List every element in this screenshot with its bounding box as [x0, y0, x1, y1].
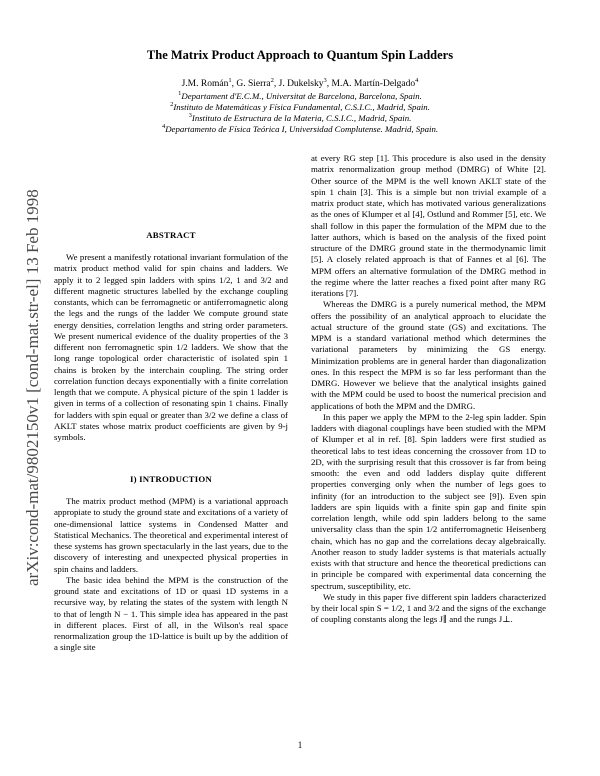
author-list: J.M. Román$^1$, G. Sierra$^2$, J. Dukelsky$^3$, M.A. Martín-Delgado$^4$ — [181, 77, 419, 90]
author-name: M.A. Martín-Delgado — [331, 79, 416, 90]
author-sup: 4 — [415, 77, 419, 84]
abstract-paragraph: We present a manifestly rotational invariant formulation of the matrix product method valid for spin chains and ladders. We apply it to 2 legged spin ladders with spins 1/2, 1 and 3/2 and different magnetic structures labelled by the exchange coupling constants, which can be ferromagnetic or antiferromagnetic along the legs and the rungs of the ladder We compute ground state energy densities, correlation lengths and string order parameters. We present numerical evidence of the duality properties of the 3 different non ferromagnetic spin 1/2 ladders. We show that the long range topological order characteristic of isolated spin 1 chains is broken by the interchain coupling. The string order correlation function decays exponentially with a finite correlation length that we compute. A physical picture of the spin 1 ladder is given in terms of a collection of resonating spin 1 chains. Finally for ladders with spin equal or greater than 3/2 we define a class of AKLT states whose matrix product coefficients are given by 9-j symbols. — [54, 252, 288, 442]
author-name: G. Sierra — [236, 79, 271, 90]
body-paragraph: In this paper we apply the MPM to the 2-leg spin ladder. Spin ladders with diagonal couplings have been studied with the MPM of Klumper et al in ref. [8]. Spin ladders were first studied as theoretical labs to test ideas concerning the crossover from 1D to 2D, with the surprising result that this crossover is far from being smooth: the even and odd ladders display quite different properties converging only when the number of legs goes to infinity (for an introduction to the subject see [9]). Even spin ladders are spin liquids with a finite spin gap and finite spin correlation length, while odd spin ladders belong to the same universality class than the spin 1/2 antiferromagnetic Heisenberg chain, which has no gap and the correlations decay algebraically. Another reason to study ladder systems is that materials actually exists with that structure and hence the theoretical predictions can in principle be compared with experimental data concerning the spectrum, susceptibility, etc. — [311, 411, 546, 591]
author-sup: 1 — [228, 77, 232, 84]
author-name: J.M. Román — [181, 79, 229, 90]
affiliation-text: Instituto de Matemáticas y Física Fundamental, C.S.I.C., Madrid, Spain. — [173, 101, 430, 112]
body-paragraph: The basic idea behind the MPM is the construction of the ground state and excitations of 1D or quasi 1D systems in a recursive way, by relating the states of the system with length N to that of length N − 1. This simple idea has appeared in the past in different places. First of all, in the Wilson's real space renormalization group the 1D-lattice is built up by the addition of a single site — [54, 574, 288, 653]
affiliation-sup: 3 — [188, 112, 192, 119]
body-paragraph: The matrix product method (MPM) is a variational approach appropiate to study the ground state and excitations of a variety of one-dimensional lattice systems in Condensed Matter and Statistical Mechanics. The theoretical and experimental interest of these systems has grown spectacularly in the last years, due to the discovery of interesting and unexpected physical properties in spin chains and ladders. — [54, 496, 288, 574]
affiliation-text: Instituto de Estructura de la Materia, C.S.I.C., Madrid, Spain. — [191, 112, 412, 123]
affiliation-sup: 4 — [161, 123, 166, 130]
introduction-heading: I) INTRODUCTION — [130, 474, 212, 484]
right-column-body — [311, 153, 546, 626]
affiliation-line — [0, 121, 600, 135]
author-sup: 3 — [323, 77, 327, 84]
affiliation-sup: 1 — [178, 90, 182, 97]
body-paragraph: Whereas the DMRG is a purely numerical method, the MPM offers the possibility of an analytical approach to elucidate the actual structure of the ground state (GS) and excitations. The MPM is a standard variational method which determines the variational parameters by minimizing the GS energy. Minimization problems are in general harder than diagonalization ones. In this respect the MPM is so far less performant than the DMRG. However we believe that the analytical insights gained with the MPM could be used to boost the numerical precision and applications of both the MPM and the DMRG. — [311, 299, 546, 411]
affiliation-text: Departament d'E.C.M., Universitat de Barcelona, Barcelona, Spain. — [181, 90, 422, 101]
abstract-heading: ABSTRACT — [146, 230, 196, 240]
affiliation-sup: 2 — [170, 101, 174, 108]
abstract-body — [54, 252, 288, 443]
author-sup: 2 — [270, 77, 274, 84]
introduction-body — [54, 496, 288, 654]
arxiv-identifier[interactable]: arXiv:cond-mat/9802150v1 [cond-mat.str-el] 13 Feb 1998 — [23, 189, 42, 586]
body-paragraph: at every RG step [1]. This procedure is also used in the density matrix renormalization group method (DMRG) of White [2]. Other source of the MPM is the well known AKLT state of the spin 1 chain [3]. This is a simple but non trivial example of a matrix product state, which has motivated various generalizations as the ones of Klumper et al [4], Ostlund and Rommer [5], etc. We shall follow in this paper the formulation of the MPM due to the latter authors, which is based on the analysis of the fixed point structure of the DMRG ground state in the thermodynamic limit [5]. A closely related approach is that of Fannes et al [6]. The MPM offers an alternative formulation of the DMRG method in the regime where the latter reaches a fixed point after many RG iterations [7]. — [311, 153, 546, 298]
page-number: 1 — [297, 740, 303, 750]
body-paragraph: We study in this paper five different spin ladders characterized by their local spin S = 1/2, 1 and 3/2 and the signs of the exchange of coupling constants along the legs J∥ and the rungs J⊥. — [311, 591, 546, 625]
affiliation-text: Departamento de Física Teórica I, Universidad Complutense. Madrid, Spain. — [165, 123, 439, 134]
paper-title: The Matrix Product Approach to Quantum Spin Ladders — [146, 48, 454, 62]
author-name: J. Dukelsky — [278, 79, 324, 90]
